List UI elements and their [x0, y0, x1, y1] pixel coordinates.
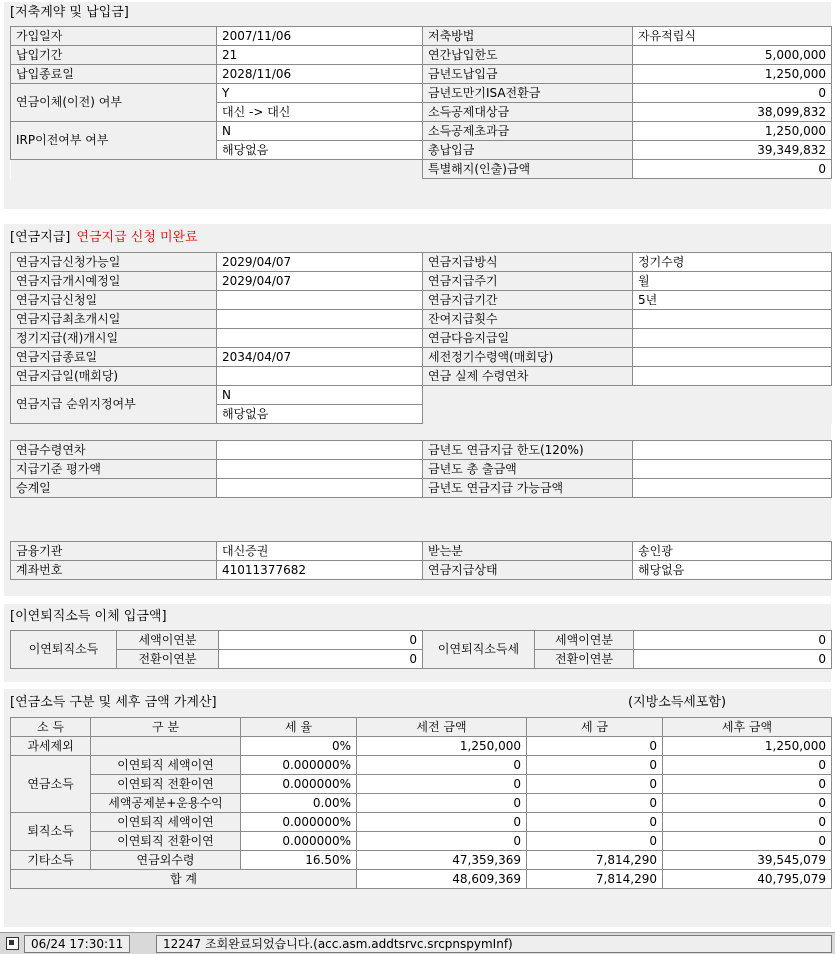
label-pay-duration: 연금지급기간 [423, 291, 633, 310]
value-special-withdrawal: 0 [633, 160, 832, 179]
value-year-withdrawn [633, 460, 832, 479]
table-row [11, 460, 832, 479]
value-transfer-path: 대신 -> 대신 [217, 103, 423, 122]
table-row [11, 160, 832, 179]
total-tax: 7,814,290 [527, 870, 663, 889]
value-institution: 대신증권 [217, 542, 423, 561]
table-row [11, 122, 832, 141]
table-row [11, 775, 832, 794]
label-total: 합 계 [11, 870, 357, 889]
value-priority-flag: N [217, 386, 423, 405]
table-row [11, 386, 832, 405]
label-first-start: 연금지급최초개시일 [11, 310, 217, 329]
label-year-paid: 금년도납입금 [423, 65, 633, 84]
table-row [11, 756, 832, 775]
table-header-row [11, 718, 832, 737]
pension-title [10, 229, 198, 247]
value-pay-status: 해당없음 [633, 561, 832, 580]
value-actual-year [633, 367, 832, 386]
table-row [11, 65, 832, 84]
label-special-withdrawal: 특별해지(인출)금액 [423, 160, 633, 179]
label-isa-conversion: 금년도만기ISA전환금 [423, 84, 633, 103]
value-pay-method: 정기수령 [633, 253, 832, 272]
value-start-planned: 2029/04/07 [217, 272, 423, 291]
label-restart-date: 정기지급(재)개시일 [11, 329, 217, 348]
label-pay-day: 연금지급일(매회당) [11, 367, 217, 386]
cell-tax: 0 [527, 756, 663, 775]
value-year-paid: 1,250,000 [633, 65, 832, 84]
total-pretax: 48,609,369 [357, 870, 527, 889]
tax-section [4, 689, 831, 927]
table-row [11, 832, 832, 851]
label-receipt-year: 연금수령연차 [11, 441, 217, 460]
savings-table [10, 26, 832, 179]
window-icon[interactable] [6, 937, 19, 950]
cell-rate: 0.00% [241, 794, 357, 813]
header-tax: 세 금 [527, 718, 663, 737]
value-account-number: 41011377682 [217, 561, 423, 580]
value-deduction-excess: 1,250,000 [633, 122, 832, 141]
label-saving-method: 저축방법 [423, 27, 633, 46]
label-remaining-count: 잔여지급횟수 [423, 310, 633, 329]
table-row [11, 329, 832, 348]
value-restart-date [217, 329, 423, 348]
label-next-pay-date: 연금다음지급일 [423, 329, 633, 348]
pension-title-text: [연금지급] [10, 230, 71, 245]
retire-section [4, 604, 831, 682]
label-year-limit: 금년도 연금지급 한도(120%) [423, 441, 633, 460]
cell-aftertax: 0 [663, 756, 832, 775]
cell-category: 이연퇴직 세액이연 [91, 813, 241, 832]
tax-table [10, 717, 832, 889]
value-tax-conversion: 0 [634, 650, 832, 669]
label-priority: 연금지급 순위지정여부 [11, 386, 217, 424]
value-apply-available: 2029/04/07 [217, 253, 423, 272]
cell-rate: 0.000000% [241, 756, 357, 775]
label-tax-exempt: 과세제외 [11, 737, 91, 756]
value-apply-date [217, 291, 423, 310]
cell-rate: 0% [241, 737, 357, 756]
retire-title: [이연퇴직소득 이체 입금액] [10, 609, 167, 624]
cell-pretax: 0 [357, 756, 527, 775]
label-year-withdrawn: 금년도 총 출금액 [423, 460, 633, 479]
table-row [11, 542, 832, 561]
label-deferred-tax: 이연퇴직소득세 [423, 631, 535, 669]
pension-limit-table [10, 440, 832, 498]
label-pay-end-date: 납입종료일 [11, 65, 217, 84]
cell-aftertax: 0 [663, 775, 832, 794]
label-other-income: 기타소득 [11, 851, 91, 870]
table-row [11, 310, 832, 329]
cell-aftertax: 39,545,079 [663, 851, 832, 870]
table-row [11, 561, 832, 580]
value-base-value [217, 460, 423, 479]
cell-pretax: 0 [357, 832, 527, 851]
pension-status-badge: 연금지급 신청 미완료 [76, 230, 198, 245]
pension-table [10, 252, 832, 424]
label-deduction-excess: 소득공제초과금 [423, 122, 633, 141]
cell-aftertax: 1,250,000 [663, 737, 832, 756]
label-deduction-target: 소득공제대상금 [423, 103, 633, 122]
value-pretax-regular [633, 348, 832, 367]
value-pay-period: 21 [217, 46, 423, 65]
label-conversion-deferred: 전환이연분 [117, 650, 219, 669]
cell-rate: 0.000000% [241, 832, 357, 851]
value-join-date: 2007/11/06 [217, 27, 423, 46]
label-end-date: 연금지급종료일 [11, 348, 217, 367]
label-recipient: 받는분 [423, 542, 633, 561]
table-row [11, 253, 832, 272]
label-year-available: 금년도 연금지급 가능금액 [423, 479, 633, 498]
label-pension-income: 연금소득 [11, 756, 91, 813]
label-tax-deferred-2: 세액이연분 [535, 631, 634, 650]
table-row [11, 737, 832, 756]
savings-section [4, 2, 831, 209]
cell-rate: 0.000000% [241, 813, 357, 832]
value-recipient: 송인광 [633, 542, 832, 561]
label-annual-limit: 연간납입한도 [423, 46, 633, 65]
table-row [11, 479, 832, 498]
header-category: 구 분 [91, 718, 241, 737]
cell-aftertax: 0 [663, 813, 832, 832]
pension-section [4, 224, 831, 596]
label-pretax-regular: 세전정기수령액(매회당) [423, 348, 633, 367]
cell-pretax: 47,359,369 [357, 851, 527, 870]
value-irp-flag: N [217, 122, 423, 141]
label-tax-deferred: 세액이연분 [117, 631, 219, 650]
value-annual-limit: 5,000,000 [633, 46, 832, 65]
value-income-tax-deferred: 0 [219, 631, 423, 650]
value-transfer-flag: Y [217, 84, 423, 103]
value-total-paid: 39,349,832 [633, 141, 832, 160]
value-year-limit [633, 441, 832, 460]
cell-tax: 7,814,290 [527, 851, 663, 870]
label-apply-date: 연금지급신청일 [11, 291, 217, 310]
label-account-number: 계좌번호 [11, 561, 217, 580]
cell-category [91, 737, 241, 756]
label-institution: 금융기관 [11, 542, 217, 561]
table-row [11, 813, 832, 832]
value-isa-conversion: 0 [633, 84, 832, 103]
table-row [11, 84, 832, 103]
label-start-planned: 연금지급개시예정일 [11, 272, 217, 291]
label-conversion-deferred-2: 전환이연분 [535, 650, 634, 669]
cell-category: 이연퇴직 전환이연 [91, 775, 241, 794]
label-apply-available: 연금지급신청가능일 [11, 253, 217, 272]
table-row [11, 367, 832, 386]
table-row [11, 851, 832, 870]
value-pay-duration: 5년 [633, 291, 832, 310]
value-priority-detail: 해당없음 [217, 405, 423, 424]
status-bar [0, 932, 835, 954]
cell-rate: 16.50% [241, 851, 357, 870]
table-row [11, 631, 832, 650]
cell-aftertax: 0 [663, 794, 832, 813]
label-pay-cycle: 연금지급주기 [423, 272, 633, 291]
cell-category: 연금외수령 [91, 851, 241, 870]
tax-note: (지방소득세포함) [628, 695, 727, 710]
value-irp-detail: 해당없음 [217, 141, 423, 160]
cell-pretax: 1,250,000 [357, 737, 527, 756]
table-row [11, 348, 832, 367]
value-saving-method: 자유적립식 [633, 27, 832, 46]
header-aftertax: 세후 금액 [663, 718, 832, 737]
table-total-row [11, 870, 832, 889]
label-actual-year: 연금 실제 수령연차 [423, 367, 633, 386]
cell-pretax: 0 [357, 813, 527, 832]
pension-account-table [10, 541, 832, 580]
cell-tax: 0 [527, 737, 663, 756]
cell-aftertax: 0 [663, 832, 832, 851]
cell-category: 이연퇴직 전환이연 [91, 832, 241, 851]
header-rate: 세 율 [241, 718, 357, 737]
value-receipt-year [217, 441, 423, 460]
value-remaining-count [633, 310, 832, 329]
table-row [11, 650, 832, 669]
cell-tax: 0 [527, 832, 663, 851]
value-pay-day [217, 367, 423, 386]
label-transfer: 연금이체(이전) 여부 [11, 84, 217, 122]
table-row [11, 794, 832, 813]
value-tax-tax-deferred: 0 [634, 631, 832, 650]
label-pay-method: 연금지급방식 [423, 253, 633, 272]
tax-title: [연금소득 구분 및 세후 금액 가계산] [10, 695, 217, 710]
total-aftertax: 40,795,079 [663, 870, 832, 889]
value-pay-cycle: 월 [633, 272, 832, 291]
header-income: 소 득 [11, 718, 91, 737]
label-succession-date: 승계일 [11, 479, 217, 498]
value-first-start [217, 310, 423, 329]
cell-tax: 0 [527, 794, 663, 813]
cell-category: 이연퇴직 세액이연 [91, 756, 241, 775]
cell-category: 세액공제분+운용수익 [91, 794, 241, 813]
retire-table [10, 630, 832, 669]
status-time: 06/24 17:30:11 [24, 935, 130, 953]
table-row [11, 46, 832, 65]
label-total-paid: 총납입금 [423, 141, 633, 160]
savings-title: [저축계약 및 납입금] [10, 5, 129, 20]
label-pay-period: 납입기간 [11, 46, 217, 65]
label-pay-status: 연금지급상태 [423, 561, 633, 580]
cell-pretax: 0 [357, 794, 527, 813]
table-row [11, 272, 832, 291]
status-message: 12247 조회완료되었습니다.(acc.asm.addtsrvc.srcpnspymInf) [156, 935, 832, 953]
label-deferred-income: 이연퇴직소득 [11, 631, 117, 669]
header-pretax: 세전 금액 [357, 718, 527, 737]
value-deduction-target: 38,099,832 [633, 103, 832, 122]
value-pay-end-date: 2028/11/06 [217, 65, 423, 84]
cell-tax: 0 [527, 813, 663, 832]
label-retire-income: 퇴직소득 [11, 813, 91, 851]
value-end-date: 2034/04/07 [217, 348, 423, 367]
value-income-conversion: 0 [219, 650, 423, 669]
value-succession-date [217, 479, 423, 498]
label-join-date: 가입일자 [11, 27, 217, 46]
table-row [11, 27, 832, 46]
table-row [11, 291, 832, 310]
table-row [11, 441, 832, 460]
label-irp-transfer: IRP이전여부 여부 [11, 122, 217, 160]
cell-pretax: 0 [357, 775, 527, 794]
cell-rate: 0.000000% [241, 775, 357, 794]
value-next-pay-date [633, 329, 832, 348]
cell-tax: 0 [527, 775, 663, 794]
label-base-value: 지급기준 평가액 [11, 460, 217, 479]
value-year-available [633, 479, 832, 498]
